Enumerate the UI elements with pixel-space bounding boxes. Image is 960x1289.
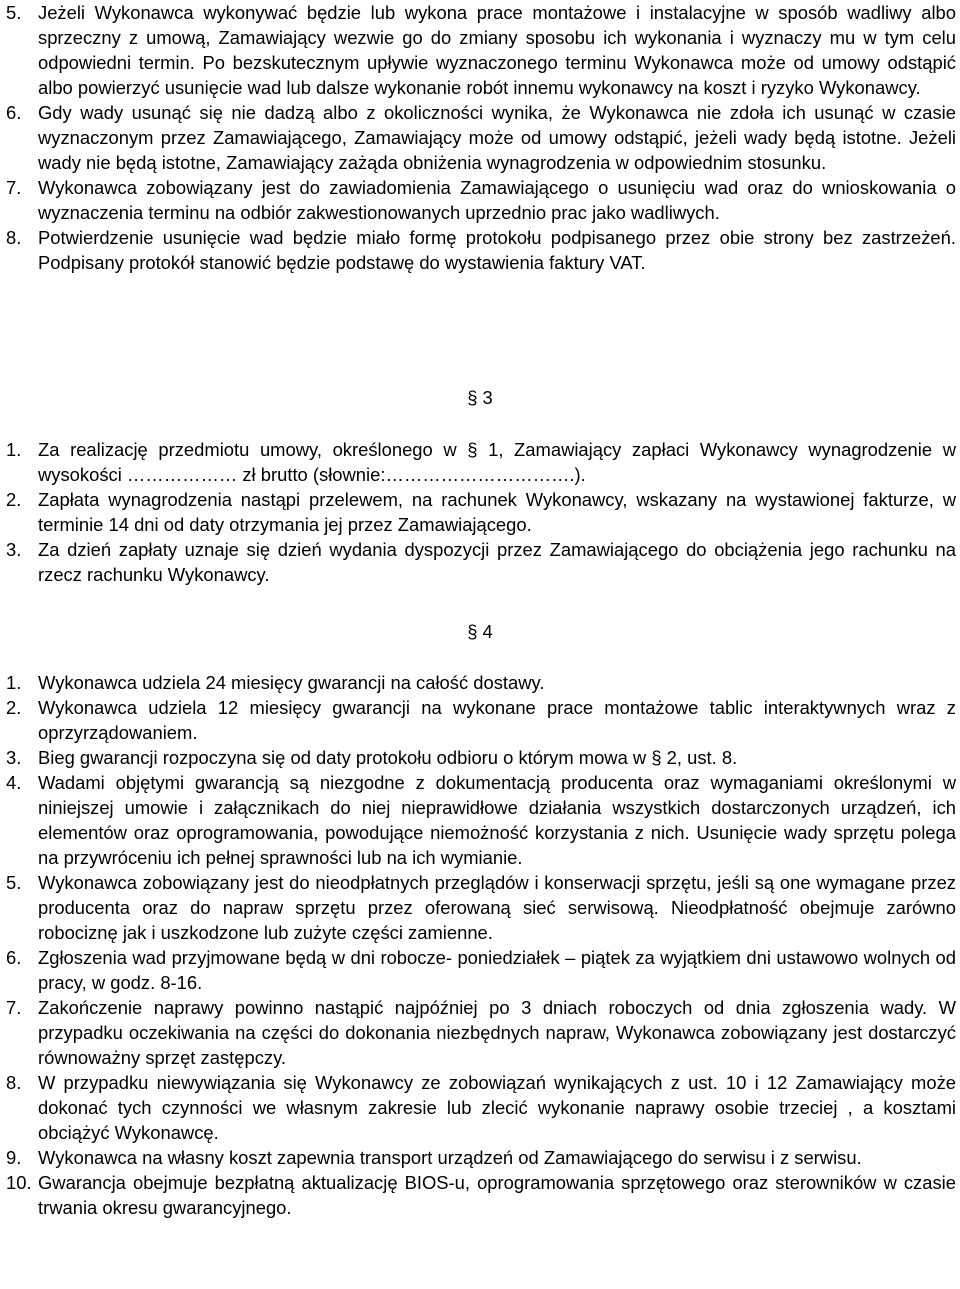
item-number: 10.: [6, 1172, 32, 1193]
list-item: [6, 100, 956, 175]
item-number: 8.: [6, 227, 22, 248]
list-item: [6, 945, 956, 995]
item-number: 6.: [6, 102, 22, 123]
list-item: [6, 745, 956, 770]
section-4-list: [6, 670, 956, 1220]
item-text: Wykonawca udziela 12 miesięcy gwarancji na wykonane prace montażowe tablic interaktywnych wraz z oprzyrządowaniem.: [38, 697, 956, 743]
item-number: 2.: [6, 489, 22, 510]
list-item: [6, 0, 956, 100]
list-item: [6, 437, 956, 487]
item-text: W przypadku niewywiązania się Wykonawcy ze zobowiązań wynikających z ust. 10 i 12 Zamawiający może dokonać tych czynności we własnym zakresie lub zlecić wykonanie naprawy osobie trzeciej , a kosztami obciążyć Wykonawcę.: [38, 1072, 956, 1143]
top-list: [6, 0, 956, 275]
list-item: [6, 670, 956, 695]
list-item: [6, 537, 956, 587]
item-text: Zakończenie naprawy powinno nastąpić najpóźniej po 3 dniach roboczych od dnia zgłoszenia wady. W przypadku oczekiwania na części do dokonania niezbędnych napraw, Wykonawca zobowiązany jest dostarczyć równoważny sprzęt zastępczy.: [38, 997, 956, 1068]
item-text: Wadami objętymi gwarancją są niezgodne z dokumentacją producenta oraz wymaganiami określonymi w niniejszej umowie i załącznikach do niej nieprawidłowe działania wszystkich dostarczonych urządzeń, ich elementów oraz oprogramowania, powodujące niemożność korzystania z nich. Usunięcie wady sprzętu polega na przywróceniu ich pełnej sprawności lub na ich wymianie.: [38, 772, 956, 868]
item-number: 4.: [6, 772, 22, 793]
list-item: [6, 1145, 956, 1170]
item-number: 1.: [6, 439, 22, 460]
item-number: 3.: [6, 747, 22, 768]
item-text: Jeżeli Wykonawca wykonywać będzie lub wykona prace montażowe i instalacyjne w sposób wadliwy albo sprzeczny z umową, Zamawiający wezwie go do zmiany sposobu ich wykonania i wyznaczy mu w tym celu odpowiedni termin. Po bezskutecznym upływie wyznaczonego terminu Wykonawca może od umowy odstąpić albo powierzyć usunięcie wad lub dalsze wykonanie robót innemu wykonawcy na koszt i ryzyko Wykonawcy.: [38, 2, 956, 98]
item-text: Potwierdzenie usunięcie wad będzie miało formę protokołu podpisanego przez obie strony bez zastrzeżeń. Podpisany protokół stanowić będzie podstawę do wystawienia faktury VAT.: [38, 227, 956, 273]
item-text: Wykonawca zobowiązany jest do nieodpłatnych przeglądów i konserwacji sprzętu, jeśli są one wymagane przez producenta oraz do napraw sprzętu przez oferowaną sieć serwisową. Nieodpłatność obejmuje zarówno robociznę jak i uszkodzone lub zużyte części zamienne.: [38, 872, 956, 943]
item-text: Zgłoszenia wad przyjmowane będą w dni robocze- poniedziałek – piątek za wyjątkiem dni ustawowo wolnych od pracy, w godz. 8-16.: [38, 947, 956, 993]
section-heading-3: § 3: [467, 387, 493, 408]
list-item: [6, 695, 956, 745]
list-item: [6, 175, 956, 225]
list-item: [6, 770, 956, 870]
item-text: Za realizację przedmiotu umowy, określonego w § 1, Zamawiający zapłaci Wykonawcy wynagrodzenie w wysokości ……………… zł brutto (słownie:………………………….).: [38, 439, 956, 485]
item-number: 5.: [6, 872, 22, 893]
item-number: 9.: [6, 1147, 22, 1168]
section-heading-4: § 4: [467, 621, 493, 642]
list-item: [6, 1170, 956, 1220]
item-number: 7.: [6, 997, 22, 1018]
item-text: Gdy wady usunąć się nie dadzą albo z okoliczności wynika, że Wykonawca nie zdoła ich usunąć w czasie wyznaczonym przez Zamawiającego, Zamawiający może od umowy odstąpić, jeżeli wady będą istotne. Jeżeli wady nie będą istotne, Zamawiający zażąda obniżenia wynagrodzenia w odpowiednim stosunku.: [38, 102, 956, 173]
item-text: Gwarancja obejmuje bezpłatną aktualizację BIOS-u, oprogramowania sprzętowego oraz sterowników w czasie trwania okresu gwarancyjnego.: [38, 1172, 956, 1218]
list-item: [6, 995, 956, 1070]
item-number: 1.: [6, 672, 22, 693]
item-text: Za dzień zapłaty uznaje się dzień wydania dyspozycji przez Zamawiającego do obciążenia jego rachunku na rzecz rachunku Wykonawcy.: [38, 539, 956, 585]
item-number: 2.: [6, 697, 22, 718]
list-item: [6, 487, 956, 537]
list-item: [6, 870, 956, 945]
section-3-list: [6, 437, 956, 587]
item-text: Bieg gwarancji rozpoczyna się od daty protokołu odbioru o którym mowa w § 2, ust. 8.: [38, 747, 738, 768]
item-number: 5.: [6, 2, 22, 23]
item-number: 7.: [6, 177, 22, 198]
item-text: Wykonawca udziela 24 miesięcy gwarancji na całość dostawy.: [38, 672, 545, 693]
list-item: [6, 1070, 956, 1145]
item-number: 8.: [6, 1072, 22, 1093]
item-number: 3.: [6, 539, 22, 560]
item-text: Zapłata wynagrodzenia nastąpi przelewem, na rachunek Wykonawcy, wskazany na wystawionej fakturze, w terminie 14 dni od daty otrzymania jej przez Zamawiającego.: [38, 489, 956, 535]
item-text: Wykonawca zobowiązany jest do zawiadomienia Zamawiającego o usunięciu wad oraz do wnioskowania o wyznaczenia terminu na odbiór zakwestionowanych uprzednio prac jako wadliwych.: [38, 177, 956, 223]
item-text: Wykonawca na własny koszt zapewnia transport urządzeń od Zamawiającego do serwisu i z serwisu.: [38, 1147, 862, 1168]
list-item: [6, 225, 956, 275]
item-number: 6.: [6, 947, 22, 968]
